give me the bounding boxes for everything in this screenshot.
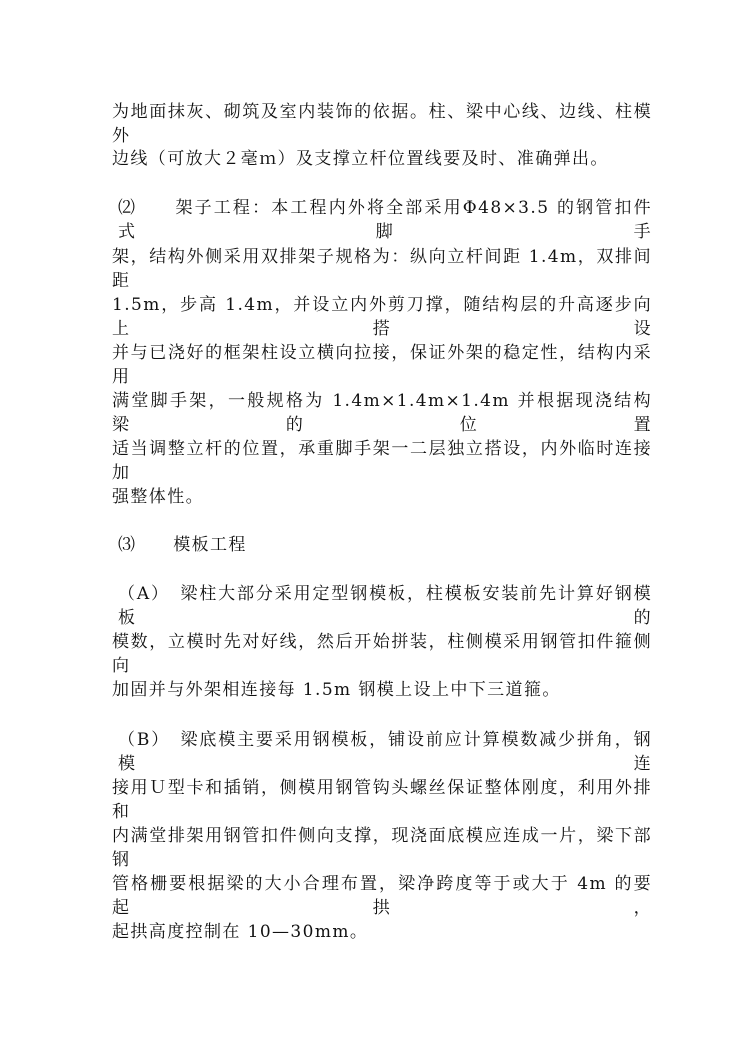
paragraph-4-line-2: 模数，立模时先对好线，然后开始拼装，柱侧模采用钢管扣件箍侧向 [112,632,652,676]
paragraph-4-line-1: （A） 梁柱大部分采用定型钢模板，柱模板安装前先计算好钢模板的 [118,584,652,628]
paragraph-2-line-5: 满堂脚手架，一般规格为 1.4m×1.4m×1.4m 并根据现浇结构梁的位置 [112,391,652,435]
paragraph-2-line-2: 架，结构外侧采用双排架子规格为：纵向立杆间距 1.4m，双排间距 [112,247,652,291]
paragraph-2-line-7: 强整体性。 [112,487,204,507]
paragraph-2-line-4: 并与已浇好的框架柱设立横向拉接，保证外架的稳定性，结构内采用 [112,343,652,387]
paragraph-3-heading: ⑶ 模板工程 [118,535,247,555]
paragraph-2-line-6: 适当调整立杆的位置，承重脚手架一二层独立搭设，内外临时连接加 [112,439,652,483]
paragraph-4-line-3: 加固并与外架相连接每 1.5m 钢模上设上中下三道箍。 [112,680,561,700]
paragraph-2-line-1: ⑵ 架子工程：本工程内外将全部采用Φ48×3.5 的钢管扣件式脚手 [118,198,652,242]
paragraph-1-line-1: 为地面抹灰、砌筑及室内装饰的依据。柱、梁中心线、边线、柱模外 [112,102,652,146]
paragraph-5-line-2: 接用Ｕ型卡和插销，侧模用钢管钩头螺丝保证整体刚度，利用外排和 [112,778,652,822]
paragraph-5-line-3: 内满堂排架用钢管扣件侧向支撑，现浇面底模应连成一片，梁下部钢 [112,826,652,870]
paragraph-1-line-2: 边线（可放大２毫ｍ）及支撑立杆位置线要及时、准确弹出。 [112,149,609,169]
paragraph-5-line-5: 起拱高度控制在 10—30mm。 [112,922,369,942]
paragraph-5-line-1: （B） 梁底模主要采用钢模板，铺设前应计算模数减少拼角，钢模连 [118,730,652,774]
paragraph-5-line-4: 管格栅要根据梁的大小合理布置，梁净跨度等于或大于 4m 的要起拱， [112,874,652,918]
paragraph-2-line-3: 1.5m，步高 1.4m，并设立内外剪刀撑，随结构层的升高逐步向上搭设 [112,295,652,339]
